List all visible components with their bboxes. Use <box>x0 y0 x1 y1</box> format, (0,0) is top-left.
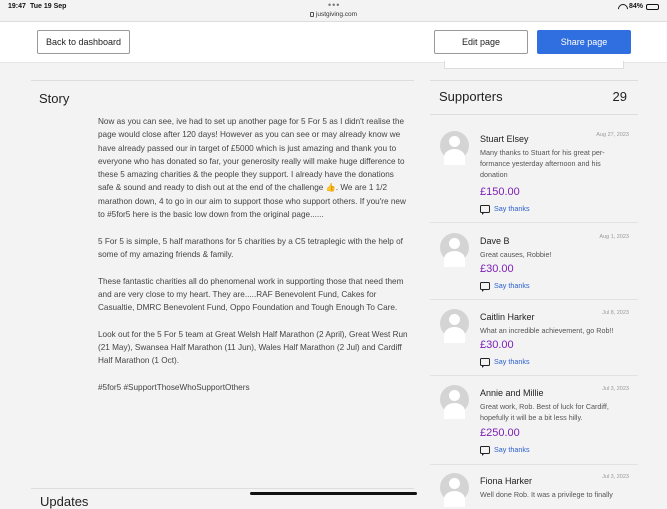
chat-icon <box>480 205 490 213</box>
supporter-name: Annie and Millie <box>480 388 544 398</box>
status-date: Tue 19 Sep <box>30 3 67 10</box>
supporter-date: Jul 8, 2023 <box>602 310 629 316</box>
status-icons <box>618 3 659 10</box>
supporter-message: Many thanks to Stuart for his great per-formance yesterday afternoon and his donation <box>480 148 605 179</box>
chat-icon <box>480 446 490 454</box>
supporter-date: Jul 3, 2023 <box>602 386 629 392</box>
supporter-item <box>440 131 628 211</box>
story-paragraph: Look out for the 5 For 5 team at Great Welsh Half Marathon (2 April), Great West Run (21 May), Swansea Half Marathon (11 Jun), Wales Half Marathon (2 Jul) and Cardiff Half Marathon (1 Oct). <box>98 329 408 366</box>
page-header <box>0 21 667 63</box>
updates-title: Updates <box>40 494 89 509</box>
lock-icon <box>310 12 314 17</box>
status-time: 19:47 <box>8 3 26 10</box>
home-indicator[interactable] <box>250 492 417 495</box>
battery-percent: 84% <box>628 3 643 10</box>
battery-icon <box>646 4 659 10</box>
supporter-message: Well done Rob. It was a privilege to finally <box>480 490 613 499</box>
supporter-item <box>440 473 628 500</box>
updates-divider <box>31 488 414 489</box>
supporter-amount: £150.00 <box>480 186 520 198</box>
say-thanks-button[interactable] <box>480 445 530 454</box>
url-text: justgiving.com <box>315 11 358 18</box>
supporter-divider <box>430 299 638 300</box>
supporter-name: Stuart Elsey <box>480 134 529 144</box>
story-paragraph: These fantastic charities all do phenomenal work in supporting those that need them and are very close to my heart. They are.....RAF Benevolent Fund, Cakes for Casualtie, DMRC Benevolent Fund, Oppo Foundation and Tough Enough To Care. <box>98 276 404 313</box>
supporter-date: Jul 3, 2023 <box>602 474 629 480</box>
supporters-count: 29 <box>612 89 627 104</box>
supporters-divider <box>430 114 638 115</box>
say-thanks-button[interactable] <box>480 357 530 366</box>
main-content <box>0 63 667 509</box>
sidebar-divider <box>430 80 638 81</box>
supporter-divider <box>430 375 638 376</box>
say-thanks-label: Say thanks <box>494 281 530 290</box>
story-hashtags: #5for5 #SupportThoseWhoSupportOthers <box>98 382 250 392</box>
avatar-placeholder-icon <box>440 385 469 414</box>
address-bar[interactable] <box>0 11 667 18</box>
supporter-item <box>440 309 628 369</box>
supporter-message: What an incredible achievement, go Rob!! <box>480 326 614 335</box>
story-paragraph: 5 For 5 is simple, 5 half marathons for 5 charities by a C5 tetraplegic with the help of some of my amazing friends & family. <box>98 236 403 259</box>
back-to-dashboard-button[interactable]: Back to dashboard <box>37 30 130 54</box>
supporter-item <box>440 385 628 457</box>
chat-icon <box>480 358 490 366</box>
supporter-amount: £250.00 <box>480 427 520 439</box>
sidebar-top-card <box>444 61 624 69</box>
supporter-amount: £30.00 <box>480 263 514 275</box>
avatar-placeholder-icon <box>440 131 469 160</box>
supporter-name: Fiona Harker <box>480 476 533 486</box>
supporter-divider <box>430 464 638 465</box>
avatar-placeholder-icon <box>440 309 469 338</box>
supporters-title: Supporters <box>439 89 503 104</box>
wifi-icon <box>618 4 626 10</box>
supporter-date: Aug 27, 2023 <box>596 132 629 138</box>
say-thanks-label: Say thanks <box>494 204 530 213</box>
say-thanks-label: Say thanks <box>494 445 530 454</box>
chat-icon <box>480 282 490 290</box>
story-text <box>98 115 408 408</box>
supporter-divider <box>430 222 638 223</box>
edit-page-button[interactable]: Edit page <box>434 30 528 54</box>
supporter-name: Dave B <box>480 236 510 246</box>
supporter-message: Great work, Rob. Best of luck for Cardiff, hopefully it will be a bit less hilly. <box>480 402 609 422</box>
supporter-date: Aug 1, 2023 <box>599 234 629 240</box>
browser-menu-dots[interactable]: ••• <box>328 0 341 10</box>
supporters-header <box>439 89 627 104</box>
share-page-button[interactable]: Share page <box>537 30 631 54</box>
avatar-placeholder-icon <box>440 233 469 262</box>
supporter-message: Great causes, Robbie! <box>480 250 552 259</box>
status-bar <box>0 0 667 20</box>
say-thanks-button[interactable] <box>480 204 530 213</box>
supporter-name: Caitlin Harker <box>480 312 535 322</box>
supporters-sidebar <box>430 63 638 500</box>
story-section <box>31 80 414 500</box>
avatar-placeholder-icon <box>440 473 469 502</box>
say-thanks-button[interactable] <box>480 281 530 290</box>
supporter-amount: £30.00 <box>480 339 514 351</box>
story-title: Story <box>39 91 70 106</box>
story-paragraph: Now as you can see, ive had to set up another page for 5 For 5 as I didn't realise the page would close after 120 days! However as you can see or may already know we have already passed our in target of £5000 which is just amazing and thank you to everyone who has donated so far, your generosity really will make huge difference to these 5 amazing charities & the people they support. I already have the donations safe & sound and ready to dish out at the end of the challenge 👍. We are 1 1/2 marathon down, 4 to go in our aim to support those who support others. If you're new to #5for5 here is the basic low down from the original page...... <box>98 117 406 220</box>
supporter-item <box>440 233 628 293</box>
say-thanks-label: Say thanks <box>494 357 530 366</box>
